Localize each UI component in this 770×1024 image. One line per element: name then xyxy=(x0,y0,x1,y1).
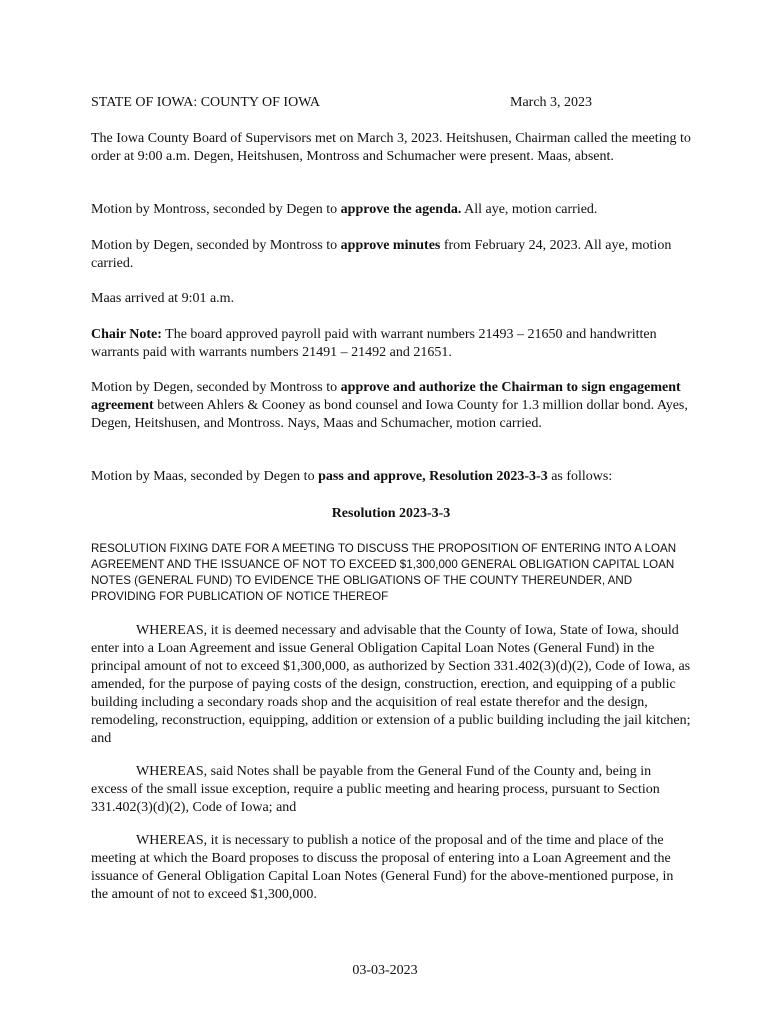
motion-minutes xyxy=(91,237,691,273)
whereas-paragraph-3: WHEREAS, it is necessary to publish a notice of the proposal and of the time and place of the meeting at which the Board proposes to discuss the proposal of entering into a Loan Agreement and the issuance of General Obligation Capital Loan Notes (General Fund) for the above-mentioned purpose, in the amount of not to exceed $1,300,000. xyxy=(91,833,674,902)
motion-resolution-lead: Motion by Maas, seconded by Degen to xyxy=(91,469,319,484)
meeting-date: March 3, 2023 xyxy=(510,95,593,110)
motion-engagement-tail: between Ahlers & Cooney as bond counsel and Iowa County for 1.3 million dollar bond. Ayes, Degen, Heitshusen, and Montross. Nays, Maas and Schumacher, motion carried. xyxy=(91,398,688,431)
motion-resolution-tail: as follows: xyxy=(547,469,613,484)
whereas-paragraph-1: WHEREAS, it is deemed necessary and advisable that the County of Iowa, State of Iowa, should enter into a Loan Agreement and issue General Obligation Capital Loan Notes (General Fund) in the principal amount of not to exceed $1,300,000, as authorized by Section 331.402(3)(d)(2), Code of Iowa, as amended, for the purpose of paying costs of the design, construction, erection, and equipping of a public building including a secondary roads shop and the acquisition of real estate therefor and the design, remodeling, reconstruction, equipping, addition or extension of a public building including the jail kitchen; and xyxy=(91,623,691,746)
resolution-heading: RESOLUTION FIXING DATE FOR A MEETING TO DISCUSS THE PROPOSITION OF ENTERING INTO A LOAN AGREEMENT AND THE ISSUANCE OF NOT TO EXCEED $1,300,000 GENERAL OBLIGATION CAPITAL LOAN NOTES (GENERAL FUND) TO EVIDENCE THE OBLIGATIONS OF THE COUNTY THEREUNDER, AND PROVIDING FOR PUBLICATION OF NOTICE THEREOF xyxy=(91,542,677,603)
intro-paragraph: The Iowa County Board of Supervisors met on March 3, 2023. Heitshusen, Chairman called the meeting to order at 9:00 a.m. Degen, Heitshusen, Montross and Schumacher were present. Maas, absent. xyxy=(91,131,691,164)
document-header xyxy=(91,94,691,112)
chair-note-label: Chair Note: xyxy=(91,327,162,342)
maas-arrived: Maas arrived at 9:01 a.m. xyxy=(91,291,235,306)
motion-minutes-lead: Motion by Degen, seconded by Montross to xyxy=(91,238,341,253)
state-county-heading: STATE OF IOWA: COUNTY OF IOWA xyxy=(91,95,320,110)
motion-resolution xyxy=(91,468,691,486)
motion-agenda xyxy=(91,201,691,219)
chair-note xyxy=(91,326,691,362)
motion-agenda-action: approve the agenda. xyxy=(340,202,462,217)
resolution-title: Resolution 2023-3-3 xyxy=(331,506,451,521)
whereas-paragraph-2: WHEREAS, said Notes shall be payable from the General Fund of the County and, being in excess of the small issue exception, require a public meeting and hearing process, pursuant to Section 331.402(3)(d)(2), Code of Iowa; and xyxy=(91,764,660,815)
chair-note-text: The board approved payroll paid with warrant numbers 21493 – 21650 and handwritten warrants paid with warrants numbers 21491 – 21492 and 21651. xyxy=(91,327,657,360)
motion-minutes-action: approve minutes xyxy=(340,238,441,253)
page-footer-date: 03-03-2023 xyxy=(352,963,418,978)
motion-resolution-action: pass and approve, Resolution 2023-3-3 xyxy=(318,469,548,484)
motion-minutes-tail: from February 24, 2023. All aye, motion carried. xyxy=(91,238,672,271)
motion-agenda-tail: All aye, motion carried. xyxy=(461,202,598,217)
motion-engagement-action: approve and authorize the Chairman to sign engagement agreement xyxy=(91,380,681,413)
motion-agenda-lead: Motion by Montross, seconded by Degen to xyxy=(91,202,341,217)
motion-engagement xyxy=(91,379,691,433)
motion-engagement-lead: Motion by Degen, seconded by Montross to xyxy=(91,380,341,395)
